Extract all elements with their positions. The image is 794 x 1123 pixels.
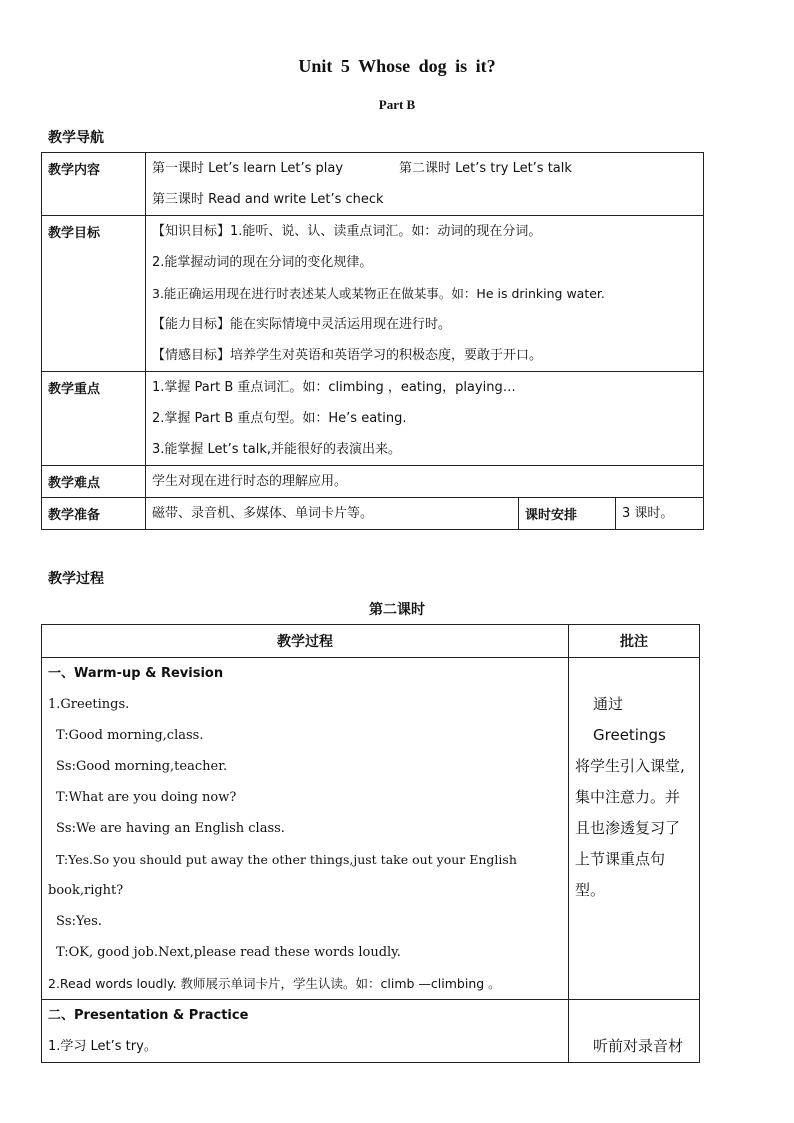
- note-line: 上节课重点句型。: [575, 850, 666, 899]
- process-line: Ss:Good morning,teacher.: [56, 759, 228, 774]
- prep-text: 磁带、录音机、多媒体、单词卡片等。: [152, 506, 374, 521]
- goal-cell: [146, 216, 704, 372]
- note-line: 通过 Greetings: [593, 695, 666, 744]
- overview-table: [41, 152, 704, 530]
- schedule-cell: [616, 498, 704, 530]
- process-heading: 教学过程: [48, 571, 104, 587]
- prep-label: 教学准备: [42, 498, 146, 530]
- section1-note-cell: [569, 658, 700, 1000]
- key-line: 2.掌握 Part B 重点句型。如：He’s eating.: [152, 411, 407, 426]
- content-row: [42, 153, 704, 216]
- section2-row: [42, 1000, 700, 1063]
- goal-label: 教学目标: [42, 216, 146, 372]
- note-line: 听前对录音材: [593, 1037, 684, 1055]
- section1-title: 一、Warm-up & Revision: [48, 666, 224, 681]
- goal-line: 2.能掌握动词的现在分词的变化规律。: [152, 255, 373, 270]
- content-cell: [146, 153, 704, 216]
- goal-line: 【能力目标】能在实际情境中灵活运用现在进行时。: [152, 317, 452, 332]
- section2-title: 二、Presentation & Practice: [48, 1008, 249, 1023]
- process-line: Ss:Yes.: [56, 914, 102, 929]
- process-line: T:OK, good job.Next,please read these words loudly.: [56, 945, 401, 960]
- section2-cell: [42, 1000, 569, 1063]
- process-line: 1.Greetings.: [48, 697, 130, 712]
- goal-row: [42, 216, 704, 372]
- section2-note-cell: [569, 1000, 700, 1063]
- key-line: 1.掌握 Part B 重点词汇。如：climbing ，eating，playing…: [152, 380, 516, 395]
- key-line: 3.能掌握 Let’s talk,并能很好的表演出来。: [152, 442, 402, 457]
- schedule-label: 课时安排: [519, 498, 616, 530]
- process-header-row: [42, 625, 700, 658]
- period-title: 第二课时: [369, 602, 425, 618]
- page-subtitle: Part B: [378, 97, 416, 112]
- difficulty-cell: [146, 466, 704, 498]
- process-line: Ss:We are having an English class.: [56, 821, 285, 836]
- content-line-2: 第三课时 Read and write Let’s check: [152, 192, 384, 207]
- content-line-1: [152, 153, 697, 184]
- header-process: 教学过程: [42, 625, 569, 658]
- page-title: Unit 5 Whose dog is it?: [298, 56, 496, 76]
- process-line: T:What are you doing now?: [56, 790, 237, 805]
- goal-line: 【情感目标】培养学生对英语和英语学习的积极态度，要敢于开口。: [152, 348, 543, 363]
- process-line: 1.学习 Let’s try。: [48, 1039, 157, 1054]
- prep-row: [42, 498, 704, 530]
- process-line: 2.Read words loudly. 教师展示单词卡片，学生认读。如：climb —climbing 。: [48, 976, 501, 991]
- content-label: 教学内容: [42, 153, 146, 216]
- goal-line: 【知识目标】1.能听、说、认、读重点词汇。如：动词的现在分词。: [152, 224, 542, 239]
- section1-cell: [42, 658, 569, 1000]
- difficulty-text: 学生对现在进行时态的理解应用。: [152, 474, 348, 489]
- note-line: 且也渗透复习了: [575, 819, 681, 837]
- prep-cell: [146, 498, 519, 530]
- schedule-text: 3 课时。: [622, 506, 674, 521]
- content-line-1a: 第一课时 Let’s learn Let’s play: [152, 161, 344, 176]
- process-table: [41, 624, 700, 1063]
- goal-line: 3.能正确运用现在进行时表述某人或某物正在做某事。如：He is drinking water.: [152, 286, 605, 301]
- process-line: T:Yes.So you should put away the other things,just take out your English: [56, 852, 517, 867]
- content-line-1b: 第二课时 Let’s try Let’s talk: [399, 161, 572, 176]
- key-row: [42, 372, 704, 466]
- process-line: book,right?: [48, 883, 124, 898]
- difficulty-label: 教学难点: [42, 466, 146, 498]
- header-notes: 批注: [569, 625, 700, 658]
- note-line: 将学生引入课堂,: [575, 757, 685, 775]
- key-label: 教学重点: [42, 372, 146, 466]
- process-line: T:Good morning,class.: [56, 728, 204, 743]
- nav-heading: 教学导航: [48, 130, 104, 146]
- difficulty-row: [42, 466, 704, 498]
- note-line: 集中注意力。并: [575, 788, 681, 806]
- section1-row: [42, 658, 700, 1000]
- key-cell: [146, 372, 704, 466]
